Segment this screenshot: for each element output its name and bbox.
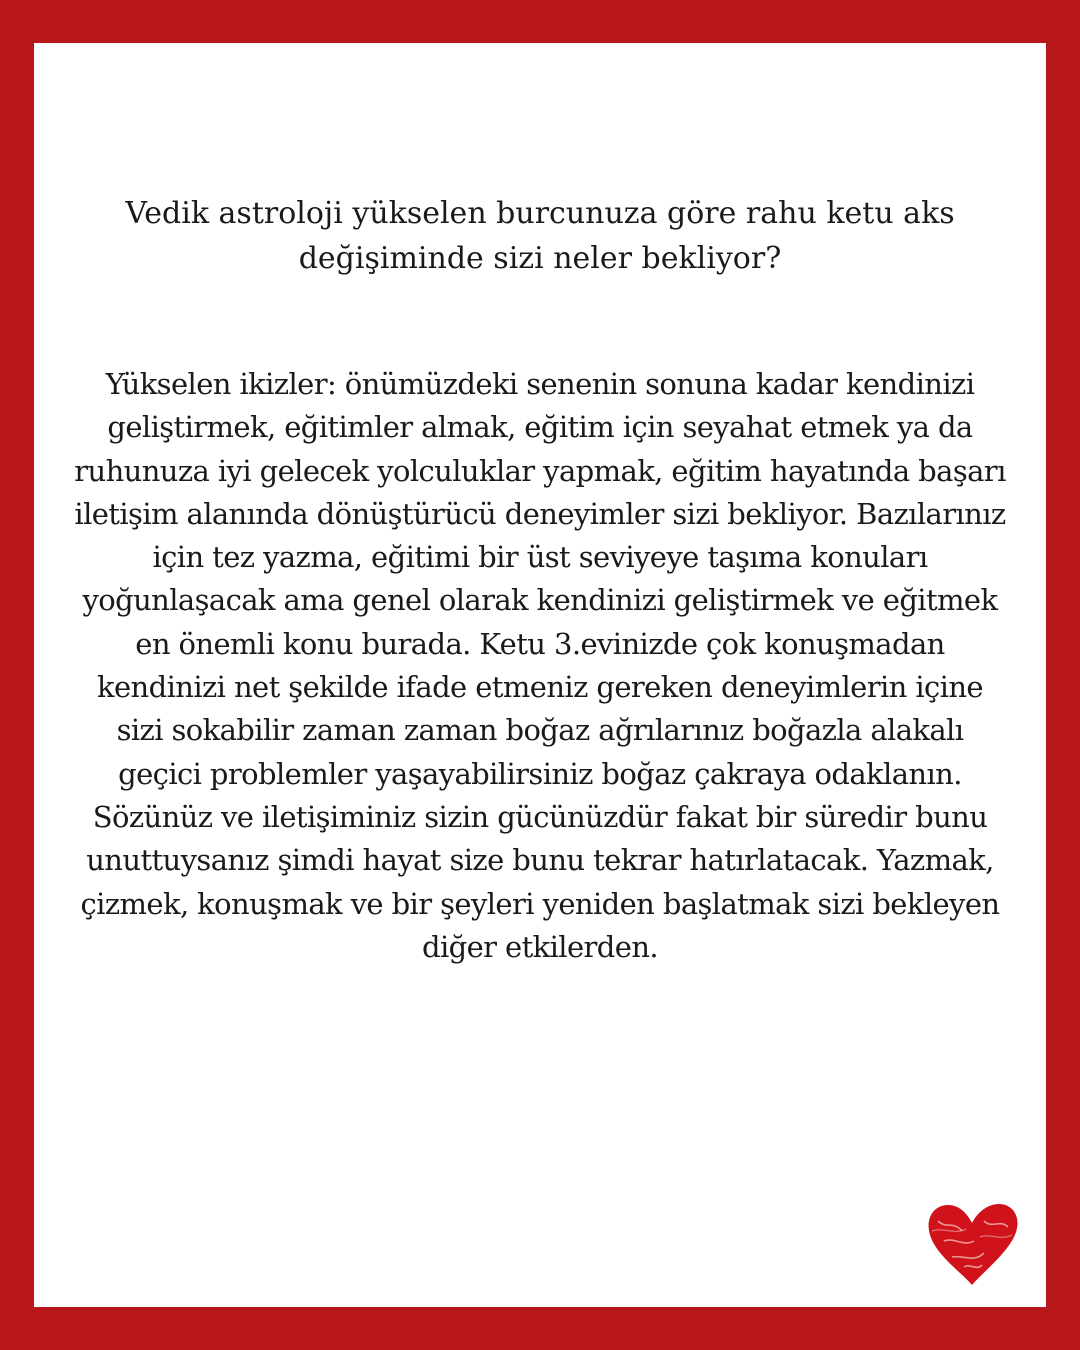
post-body: Yükselen ikizler: önümüzdeki senenin sonuna kadar kendinizi geliştirmek, eğitimler almak, eğitim için seyahat etmek ya da ruhunuza iyi gelecek yolculuklar yapmak, eğitim hayatında başarı iletişim alanında dönüştürücü deneyimler sizi bekliyor. Bazılarınız için tez yazma, eğitimi bir üst seviyeye taşıma konuları yoğunlaşacak ama genel olarak kendinizi geliştirmek ve eğitmek en önemli konu burada. Ketu 3.evinizde çok konuşmadan kendinizi net şekilde ifade etmeniz gereken deneyimlerin içine sizi sokabilir zaman zaman boğaz ağrılarınız boğazla alakalı geçici problemler yaşayabilirsiniz boğaz çakraya odaklanın. Sözünüz ve iletişiminiz sizin gücünüzdür fakat bir süredir bunu unuttuysanız şimdi hayat size bunu tekrar hatırlatacak. Yazmak, çizmek, konuşmak ve bir şeyleri yeniden başlatmak sizi bekleyen diğer etkilerden. bbox=[74, 367, 1006, 964]
post-title: Vedik astroloji yükselen burcunuza göre rahu ketu aks değişiminde sizi neler bekliyor? bbox=[125, 196, 955, 276]
white-card bbox=[34, 43, 1046, 1307]
heart-icon bbox=[924, 1201, 1020, 1291]
